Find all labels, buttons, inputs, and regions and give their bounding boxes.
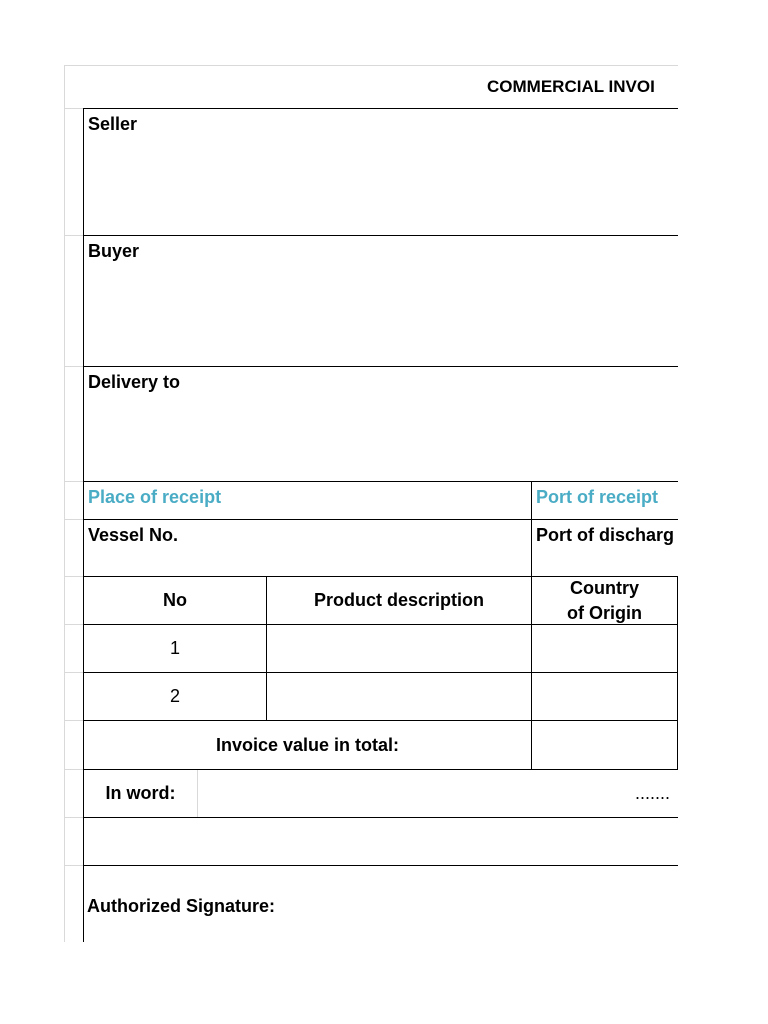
port-of-discharge-cell[interactable] bbox=[532, 520, 678, 576]
grid-line bbox=[64, 576, 83, 577]
header-country-line1: Country bbox=[570, 577, 639, 598]
grid-line bbox=[64, 817, 83, 818]
in-word-label: In word: bbox=[105, 783, 176, 803]
border-line bbox=[677, 576, 678, 769]
header-product-description: Product description bbox=[313, 590, 484, 610]
row-product-cell[interactable] bbox=[267, 625, 531, 672]
row-country-cell[interactable] bbox=[532, 673, 677, 720]
vessel-cell[interactable] bbox=[84, 520, 531, 576]
grid-line bbox=[64, 235, 83, 236]
header-no: No bbox=[163, 590, 187, 610]
blank-row bbox=[84, 818, 678, 865]
header-country-of-origin bbox=[532, 577, 677, 624]
grid-line bbox=[64, 865, 83, 866]
buyer-cell[interactable] bbox=[84, 236, 678, 366]
grid-line bbox=[64, 65, 65, 942]
row-no: 2 bbox=[169, 686, 180, 706]
buyer-label: Buyer bbox=[88, 241, 140, 261]
grid-line bbox=[64, 769, 83, 770]
port-of-receipt-label: Port of receipt bbox=[536, 487, 659, 507]
invoice-total-value-cell[interactable] bbox=[532, 721, 677, 769]
grid-line bbox=[64, 481, 83, 482]
grid-line bbox=[64, 672, 83, 673]
signature-cell[interactable] bbox=[84, 866, 678, 942]
invoice-title: COMMERCIAL INVOI bbox=[487, 77, 655, 96]
port-of-discharge-label: Port of discharg bbox=[536, 525, 675, 545]
in-word-value-cell[interactable] bbox=[198, 770, 678, 817]
row-product-cell[interactable] bbox=[267, 673, 531, 720]
grid-line bbox=[64, 366, 83, 367]
seller-cell[interactable] bbox=[84, 109, 678, 235]
invoice-total-label: Invoice value in total: bbox=[215, 734, 400, 755]
delivery-cell[interactable] bbox=[84, 367, 678, 481]
grid-line bbox=[64, 624, 83, 625]
signature-label: Authorized Signature: bbox=[87, 896, 275, 916]
grid-line bbox=[64, 108, 83, 109]
port-of-receipt-cell[interactable] bbox=[532, 482, 678, 519]
place-of-receipt-label: Place of receipt bbox=[88, 487, 222, 507]
grid-line bbox=[64, 720, 83, 721]
place-of-receipt-cell[interactable] bbox=[84, 482, 531, 519]
vessel-label: Vessel No. bbox=[88, 525, 179, 545]
grid-line bbox=[64, 519, 83, 520]
row-country-cell[interactable] bbox=[532, 625, 677, 672]
in-word-dots: ....... bbox=[635, 783, 671, 803]
seller-label: Seller bbox=[88, 114, 138, 134]
grid-line bbox=[64, 65, 678, 66]
delivery-label: Delivery to bbox=[88, 372, 181, 392]
header-country-line2: of Origin bbox=[567, 602, 642, 623]
row-no: 1 bbox=[169, 638, 180, 658]
